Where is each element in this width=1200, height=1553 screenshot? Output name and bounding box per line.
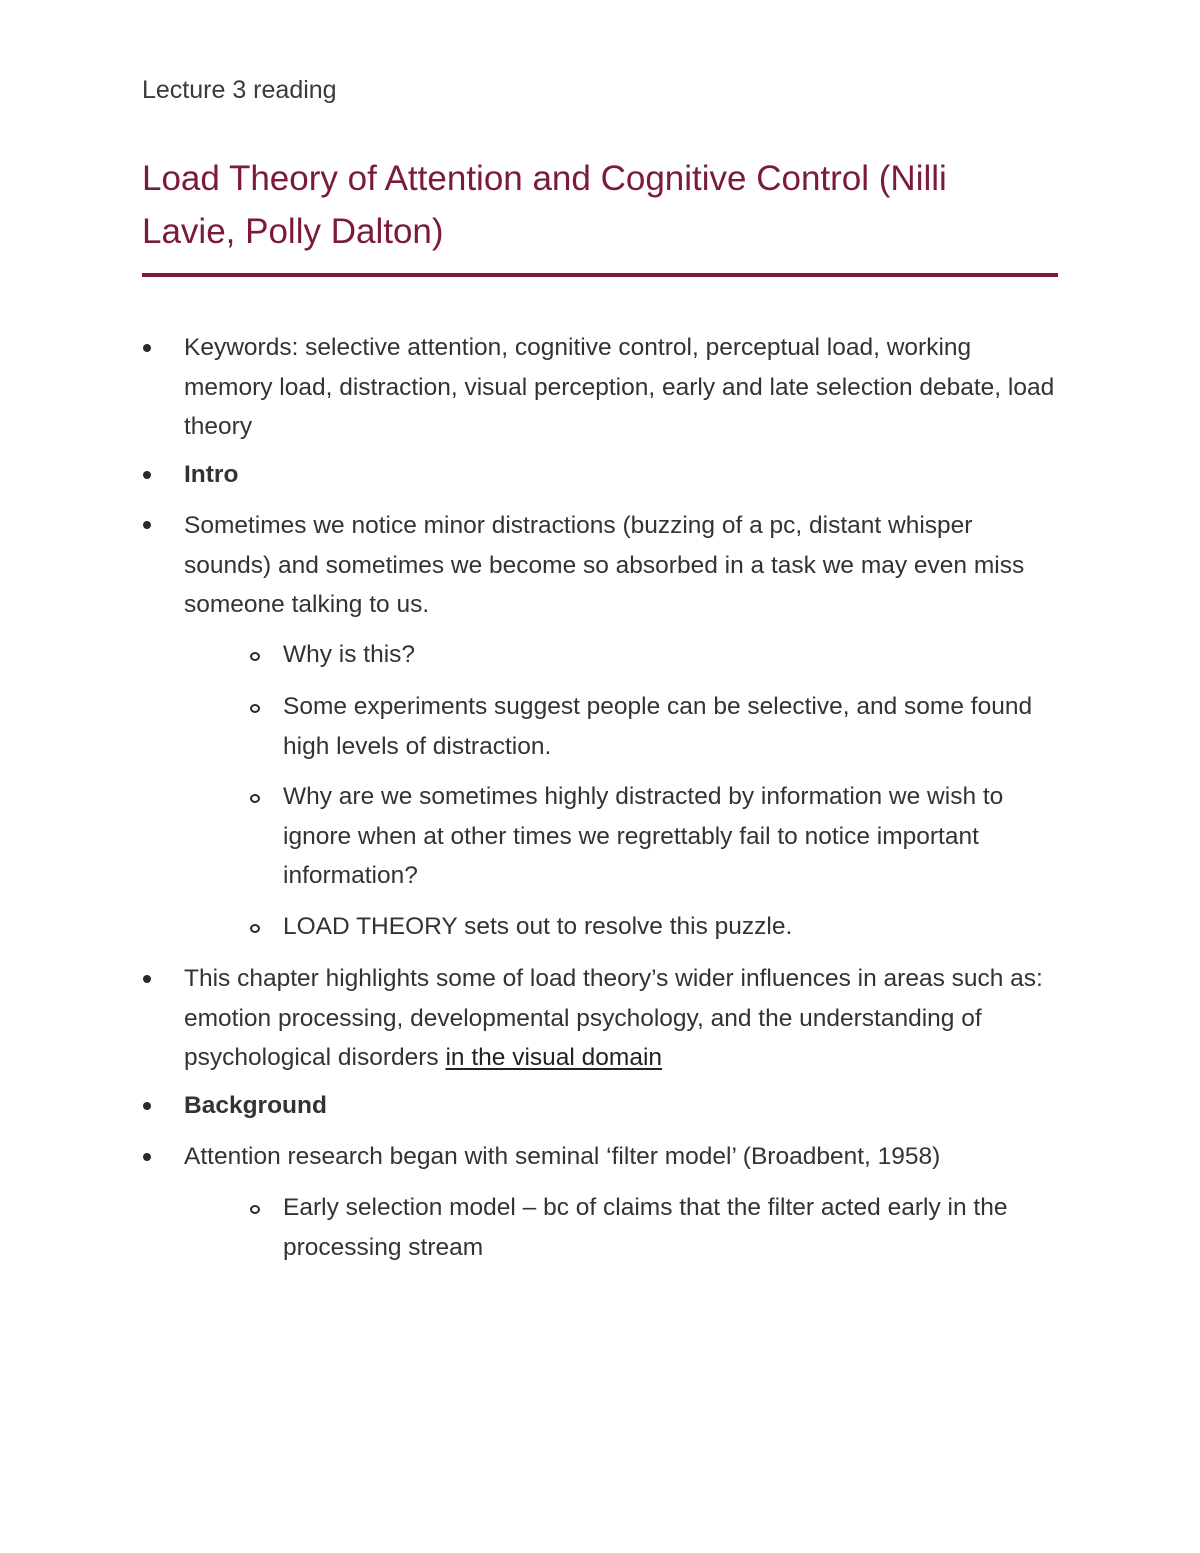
section-heading-intro: Intro [184,461,239,488]
chapter-text: This chapter highlights some of load theory’s wider influences in areas such as: emotion processing, developmental psychology, and the understanding of psychological disorders [184,965,1043,1071]
sub-item-load-theory: LOAD THEORY sets out to resolve this puzzle. [283,913,793,940]
circle-bullet-icon [250,794,260,803]
section-heading-background: Background [184,1092,327,1119]
circle-bullet-icon [250,704,260,713]
list-item-chapter [184,959,1064,1078]
circle-bullet-icon [250,924,260,933]
list-item-keywords: Keywords: selective attention, cognitive control, perceptual load, working memory load, distraction, visual perception, early and late selection debate, load theory [184,334,1055,440]
sub-item-distracted: Why are we sometimes highly distracted by information we wish to ignore when at other times we regrettably fail to notice important information? [283,783,1004,889]
sub-item-why: Why is this? [283,641,416,668]
circle-bullet-icon [250,652,260,661]
bullet-icon [143,471,151,479]
bullet-icon [143,521,151,529]
list-item-intro-text: Sometimes we notice minor distractions (buzzing of a pc, distant whisper sounds) and sometimes we become so absorbed in a task we may even miss someone talking to us. [184,512,1025,618]
header-label: Lecture 3 reading [142,76,337,104]
sub-item-early-selection: Early selection model – bc of claims that the filter acted early in the processing stream [283,1194,1008,1261]
bullet-icon [143,1153,151,1161]
bullet-icon [143,1102,151,1110]
document-title: Load Theory of Attention and Cognitive Control (Nilli Lavie, Polly Dalton) [142,159,947,251]
list-item-attention-research: Attention research began with seminal ‘filter model’ (Broadbent, 1958) [184,1143,941,1170]
title-divider [142,273,1058,277]
visual-domain-link[interactable]: in the visual domain [445,1044,663,1071]
sub-item-experiments: Some experiments suggest people can be selective, and some found high levels of distraction. [283,693,1033,760]
circle-bullet-icon [250,1205,260,1214]
bullet-icon [143,344,151,352]
bullet-icon [143,975,151,983]
